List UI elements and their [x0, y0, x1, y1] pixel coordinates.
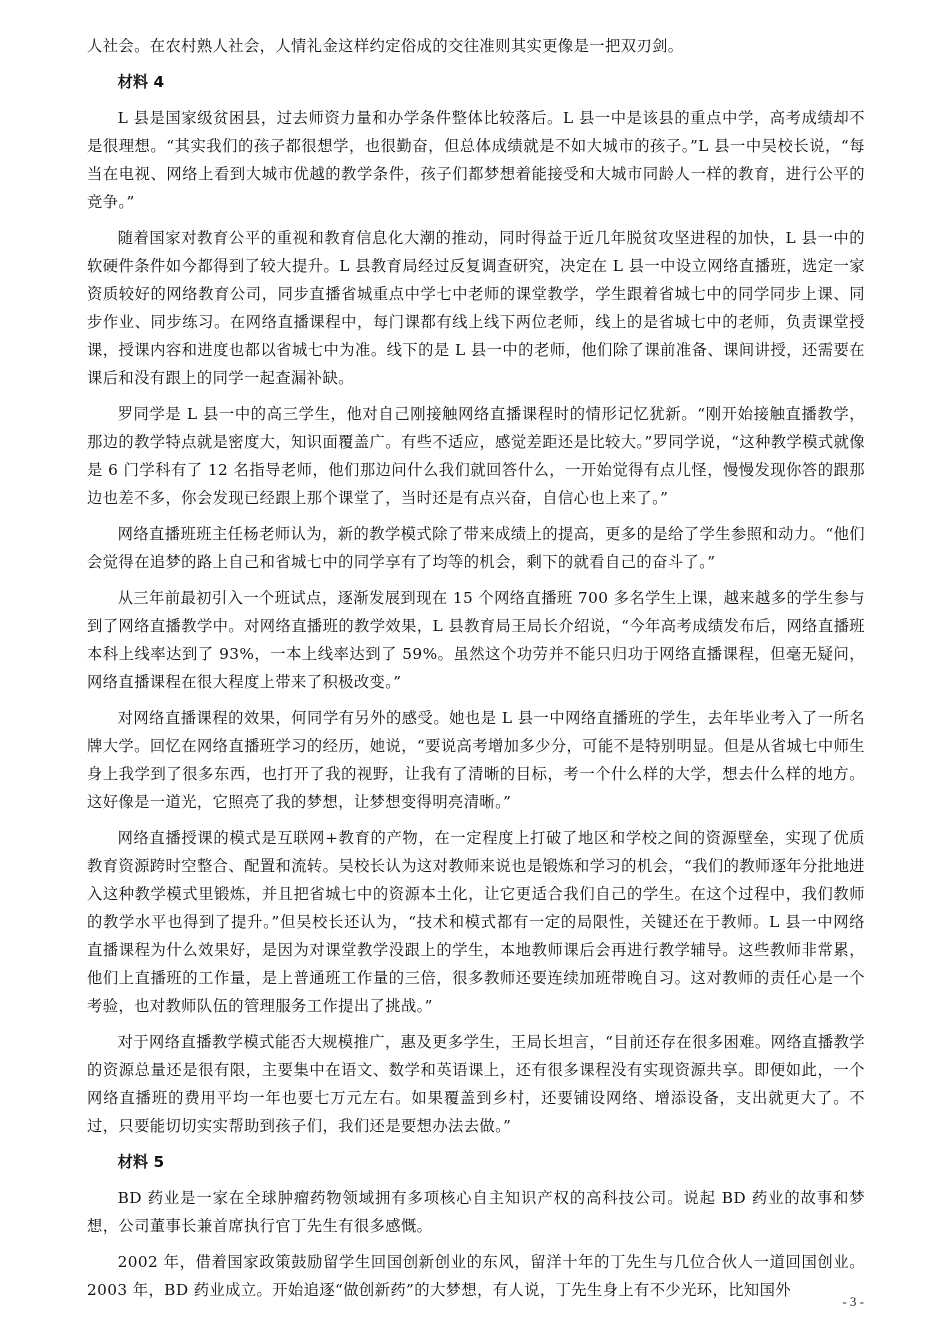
section-4-paragraph-1: L 县是国家级贫困县，过去师资力量和办学条件整体比较落后。L 县一中是该县的重点中学，高考成绩却不是很理想。“其实我们的孩子都很想学，也很勤奋，但总体成绩就是不如大城市的孩子。”L 县一中吴校长说，“每当在电视、网络上看到大城市优越的教学条件，孩子们都梦想着能接受和大城市同龄人一样的教育，进行公平的竞争。”: [87, 109, 865, 211]
section-4-heading: 材料 4: [117, 73, 165, 91]
section-4-paragraph-2: 随着国家对教育公平的重视和教育信息化大潮的推动，同时得益于近几年脱贫攻坚进程的加快，L 县一中的软硬件条件如今都得到了较大提升。L 县教育局经过反复调查研究，决定在 L 县一中设立网络直播班，选定一家资质较好的网络教育公司，同步直播省城重点中学七中老师的课堂教学，学生跟着省城七中的同学同步上课、同步作业、同步练习。在网络直播课程中，每门课都有线上线下两位老师，线上的是省城七中的老师，负责课堂授课，授课内容和进度也都以省城七中为准。线下的是 L 县一中的老师，他们除了课前准备、课间讲授，还需要在课后和没有跟上的同学一起查漏补缺。: [87, 229, 865, 387]
section-4-paragraph-3: 罗同学是 L 县一中的高三学生，他对自己刚接触网络直播课程时的情形记忆犹新。“刚开始接触直播教学，那边的教学特点就是密度大，知识面覆盖广。有些不适应，感觉差距还是比较大。”罗同学说，“这种教学模式就像是 6 门学科有了 12 名指导老师，他们那边问什么我们就回答什么，一开始觉得有点儿怪，慢慢发现你答的跟那边也差不多，你会发现已经跟上那个课堂了，当时还是有点兴奋，自信心也上来了。”: [87, 405, 865, 507]
section-5-paragraph-2: 2002 年，借着国家政策鼓励留学生回国创新创业的东风，留洋十年的丁先生与几位合伙人一道回国创业。2003 年，BD 药业成立。开始追逐“做创新药”的大梦想，有人说，丁先生身上有不少光环，比知国外: [87, 1253, 865, 1299]
section-4-paragraph-7: 网络直播授课的模式是互联网+教育的产物，在一定程度上打破了地区和学校之间的资源壁垒，实现了优质教育资源跨时空整合、配置和流转。吴校长认为这对教师来说也是锻炼和学习的机会，“我们的教师逐年分批地进入这种教学模式里锻炼，并且把省城七中的资源本土化，让它更适合我们自己的学生。在这个过程中，我们教师的教学水平也得到了提升。”但吴校长还认为，“技术和模式都有一定的局限性，关键还在于教师。L 县一中网络直播课程为什么效果好，是因为对课堂教学没跟上的学生，本地教师课后会再进行教学辅导。这些教师非常累，他们上直播班的工作量，是上普通班工作量的三倍，很多教师还要连续加班带晚自习。这对教师的责任心是一个考验，也对教师队伍的管理服务工作提出了挑战。”: [87, 829, 865, 1015]
section-4-paragraph-8: 对于网络直播教学模式能否大规模推广，惠及更多学生，王局长坦言，“目前还存在很多困难。网络直播教学的资源总量还是很有限，主要集中在语文、数学和英语课上，还有很多课程没有实现资源共享。即便如此，一个网络直播班的费用平均一年也要七万元左右。如果覆盖到乡村，还要铺设网络、增添设备，支出就更大了。不过，只要能切切实实帮助到孩子们，我们还是要想办法去做。”: [87, 1033, 865, 1135]
page-number: - 3 -: [842, 1294, 864, 1309]
section-4-paragraph-4: 网络直播班班主任杨老师认为，新的教学模式除了带来成绩上的提高，更多的是给了学生参照和动力。“他们会觉得在追梦的路上自己和省城七中的同学享有了均等的机会，剩下的就看自己的奋斗了。”: [87, 525, 865, 571]
section-5-paragraph-1: BD 药业是一家在全球肿瘤药物领域拥有多项核心自主知识产权的高科技公司。说起 BD 药业的故事和梦想，公司董事长兼首席执行官丁先生有很多感慨。: [87, 1189, 865, 1235]
document-body: [87, 32, 865, 1312]
opening-paragraph: 人社会。在农村熟人社会，人情礼金这样约定俗成的交往准则其实更像是一把双刃剑。: [87, 37, 684, 55]
section-5-heading: 材料 5: [117, 1153, 165, 1171]
section-4-paragraph-5: 从三年前最初引入一个班试点，逐渐发展到现在 15 个网络直播班 700 多名学生上课，越来越多的学生参与到了网络直播教学中。对网络直播班的教学效果，L 县教育局王局长介绍说，“今年高考成绩发布后，网络直播班本科上线率达到了 93%，一本上线率达到了 59%。虽然这个功劳并不能只归功于网络直播课程，但毫无疑问，网络直播课程在很大程度上带来了积极改变。”: [87, 589, 865, 691]
section-4-paragraph-6: 对网络直播课程的效果，何同学有另外的感受。她也是 L 县一中网络直播班的学生，去年毕业考入了一所名牌大学。回忆在网络直播班学习的经历，她说，“要说高考增加多少分，可能不是特别明显。但是从省城七中师生身上我学到了很多东西，也打开了我的视野，让我有了清晰的目标，考一个什么样的大学，想去什么样的地方。这好像是一道光，它照亮了我的梦想，让梦想变得明亮清晰。”: [87, 709, 865, 811]
